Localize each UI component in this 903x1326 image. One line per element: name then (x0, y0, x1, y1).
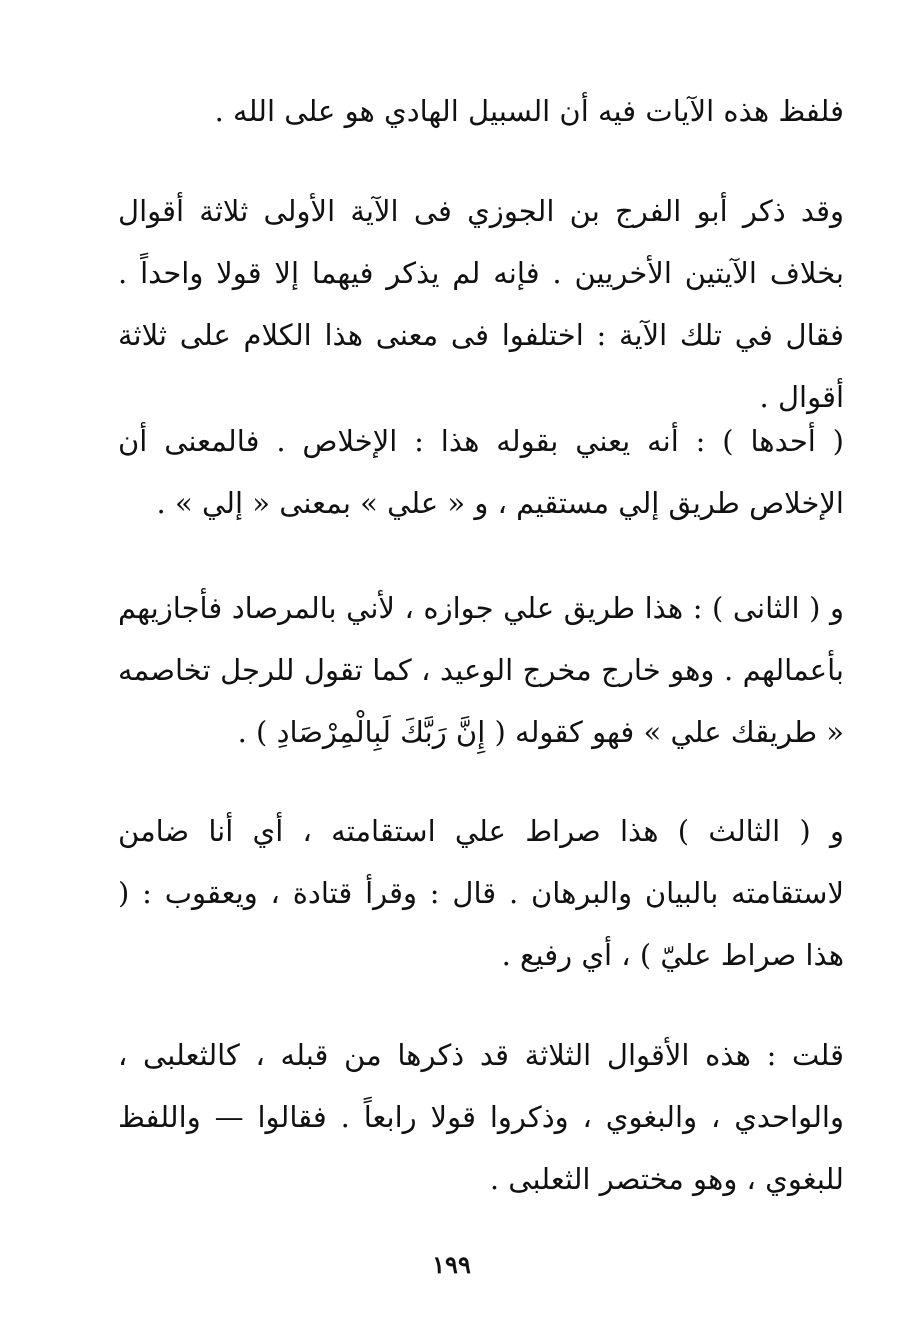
paragraph-ibn-aljawzi: وقد ذكر أبو الفرج بن الجوزي فى الآية الأولى ثلاثة أقوال بخلاف الآيتين الأخريين . فإنه لم يذكر فيهما إلا قولا واحداً . فقال في تلك الآية : اختلفوا فى معنى هذا الكلام على ثلاثة أقوال . (118, 194, 844, 414)
paragraph-commentary: قلت : هذه الأقوال الثلاثة قد ذكرها من قبله ، كالثعلبى ، والواحدي ، والبغوي ، وذكروا قولا رابعاً . فقالوا — واللفظ للبغوي ، وهو مختصر الثعلبى . (118, 1038, 844, 1196)
paragraph-third-opinion: و ( الثالث ) هذا صراط علي استقامته ، أي أنا ضامن لاستقامته بالبيان والبرهان . قال : وقرأ قتادة ، ويعقوب : ( هذا صراط عليّ ) ، أي رفيع . (118, 814, 844, 972)
paragraph-first-opinion: ( أحدها ) : أنه يعني بقوله هذا : الإخلاص . فالمعنى أن الإخلاص طريق إلي مستقيم ، و « علي » بمعنى « إلي » . (118, 424, 844, 520)
paragraph-intro: فلفظ هذه الآيات فيه أن السبيل الهادي هو على الله . (214, 94, 844, 128)
page-number: ١٩٩ (432, 1250, 471, 1279)
paragraph-second-opinion: و ( الثانى ) : هذا طريق علي جوازه ، لأني بالمرصاد فأجازيهم بأعمالهم . وهو خارج مخرج الوعيد ، كما تقول للرجل تخاصمه « طريقك علي » فهو كقوله ( إِنَّ رَبَّكَ لَبِالْمِرْصَادِ ) . (118, 591, 844, 749)
